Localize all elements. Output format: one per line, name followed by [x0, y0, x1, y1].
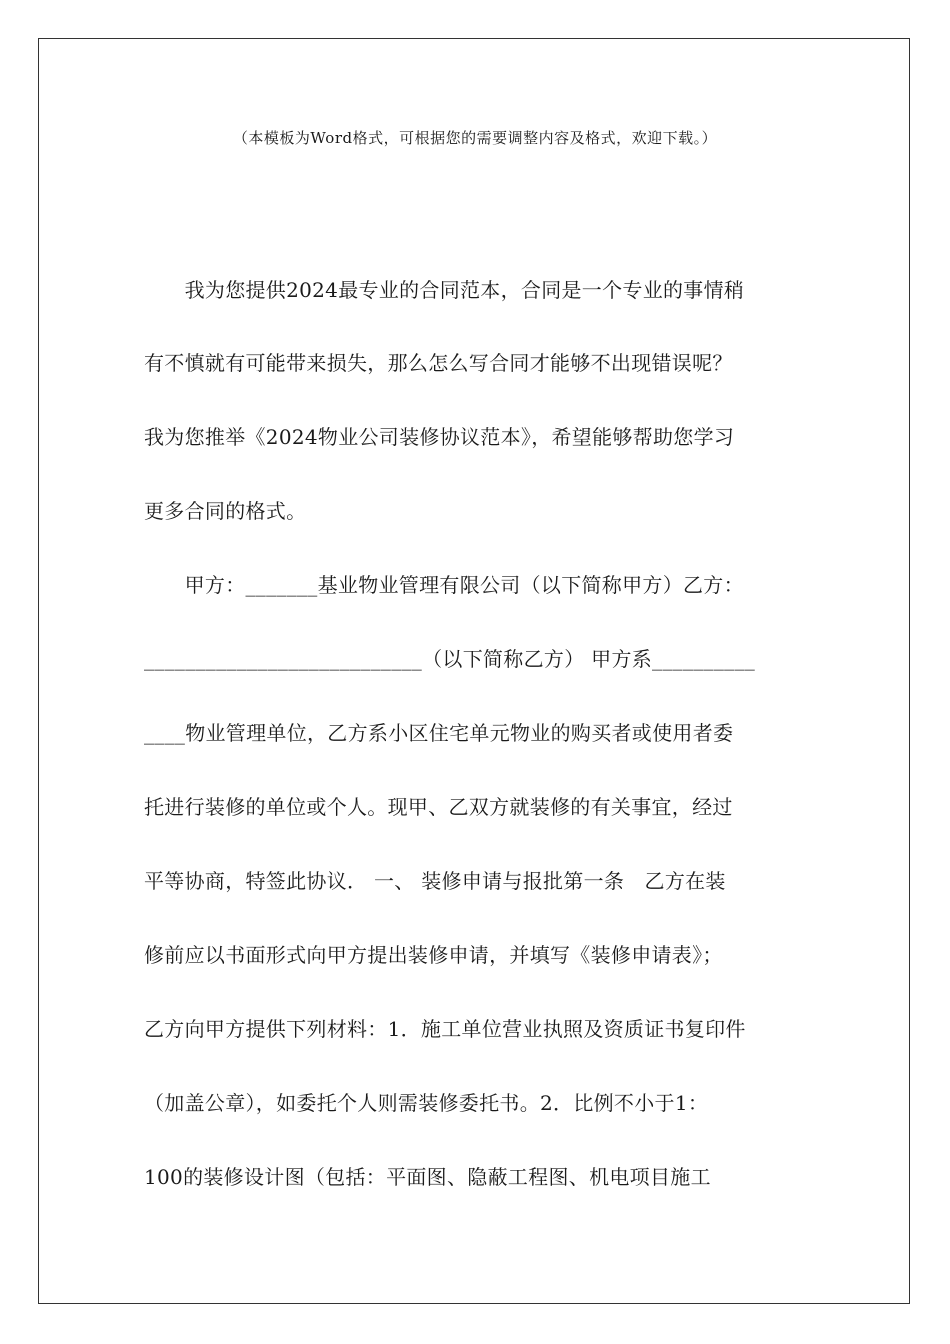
body-line-3: 我为您推举《2024物业公司装修协议范本》，希望能够帮助您学习: [144, 425, 735, 449]
body-line-5: 甲方：_______基业物业管理有限公司（以下简称甲方）乙方：: [144, 573, 744, 597]
body-line-10: 修前应以书面形式向甲方提出装修申请，并填写《装修申请表》；: [144, 943, 723, 967]
template-note: （本模板为Word格式，可根据您的需要调整内容及格式，欢迎下载。）: [232, 129, 718, 147]
body-line-6: ___________________________（以下简称乙方） 甲方系__________: [144, 647, 756, 671]
body-line-13: 100的装修设计图（包括：平面图、隐蔽工程图、机电项目施工: [144, 1165, 711, 1189]
body-line-8: 托进行装修的单位或个人。现甲、乙双方就装修的有关事宜，经过: [144, 795, 733, 819]
body-line-2: 有不慎就有可能带来损失，那么怎么写合同才能够不出现错误呢？: [144, 351, 733, 375]
body-line-9: 平等协商，特签此协议． 一、 装修申请与报批第一条 乙方在装: [144, 869, 726, 893]
body-line-4: 更多合同的格式。: [144, 499, 307, 523]
body-line-7: ____物业管理单位，乙方系小区住宅单元物业的购买者或使用者委: [144, 721, 734, 745]
body-line-12: （加盖公章），如委托个人则需装修委托书。2．比例不小于1：: [144, 1091, 709, 1115]
body-line-1: 我为您提供2024最专业的合同范本，合同是一个专业的事情稍: [144, 278, 745, 302]
body-line-11: 乙方向甲方提供下列材料：1．施工单位营业执照及资质证书复印件: [144, 1017, 746, 1041]
